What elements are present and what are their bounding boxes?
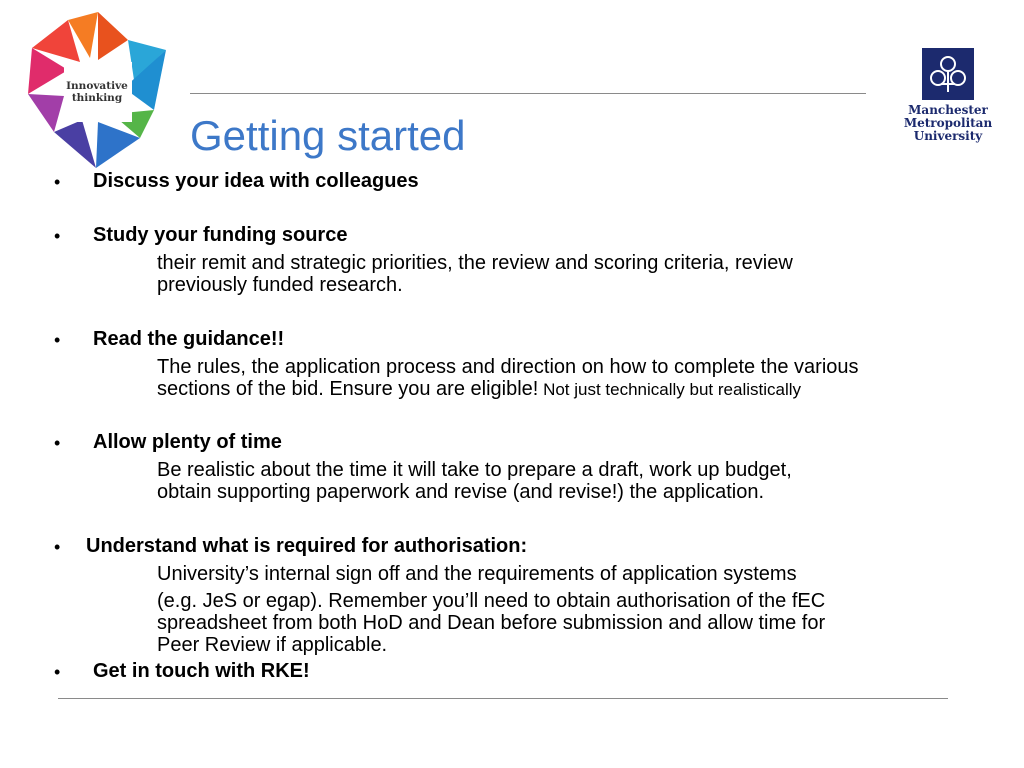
item-detail-line: Be realistic about the time it will take to prepare a draft, work up budget, (157, 459, 792, 481)
item-detail-funding (157, 252, 967, 296)
bottom-divider (58, 698, 948, 699)
bullet-marker: • (54, 330, 61, 350)
item-detail-guidance (157, 356, 967, 401)
bullet-marker: • (54, 662, 61, 682)
item-heading-authorisation: Understand what is required for authorisation: (86, 535, 528, 557)
logo-petal-indigo (54, 120, 96, 168)
item-detail-authorisation (157, 563, 967, 656)
item-detail-small: Not just technically but realistically (538, 380, 802, 399)
item-heading-time: Allow plenty of time (93, 431, 282, 453)
slide-title: Getting started (190, 112, 466, 159)
item-heading-rke: Get in touch with RKE! (93, 660, 310, 682)
item-detail-line: their remit and strategic priorities, the review and scoring criteria, review (157, 252, 793, 274)
university-crest-icon (922, 48, 974, 100)
logo-petal-orange (98, 12, 128, 60)
bullet-marker: • (54, 172, 61, 192)
university-name (900, 104, 996, 143)
top-divider (190, 93, 866, 94)
item-detail-line: spreadsheet from both HoD and Dean before submission and allow time for (157, 612, 826, 634)
item-heading-funding: Study your funding source (93, 224, 348, 246)
logo-text-line2: thinking (71, 92, 123, 104)
item-detail-line: obtain supporting paperwork and revise (and revise!) the application. (157, 481, 765, 503)
logo-text-line1: Innovative (66, 80, 128, 92)
item-detail-line: Peer Review if applicable. (157, 634, 388, 656)
logo-text (64, 80, 130, 104)
bullet-marker: • (54, 537, 61, 557)
university-name-line2: Metropolitan (903, 116, 993, 130)
university-name-line1: Manchester (908, 103, 988, 117)
bullet-marker: • (54, 433, 61, 453)
item-detail-time (157, 459, 967, 503)
item-detail-line: (e.g. JeS or egap). Remember you’ll need to obtain authorisation of the fEC (157, 590, 826, 612)
item-detail-line: previously funded research. (157, 274, 403, 296)
item-detail-line: University’s internal sign off and the requirements of application systems (157, 563, 797, 585)
item-heading-discuss: Discuss your idea with colleagues (93, 170, 419, 192)
item-detail-line (157, 378, 967, 401)
item-detail-line: The rules, the application process and direction on how to complete the various (157, 356, 859, 378)
item-detail-main: sections of the bid. Ensure you are eligible! (157, 378, 539, 400)
logo-petal-purple (28, 94, 64, 132)
university-name-line3: University (913, 129, 983, 143)
bullet-marker: • (54, 226, 61, 246)
item-heading-guidance: Read the guidance!! (93, 328, 285, 350)
